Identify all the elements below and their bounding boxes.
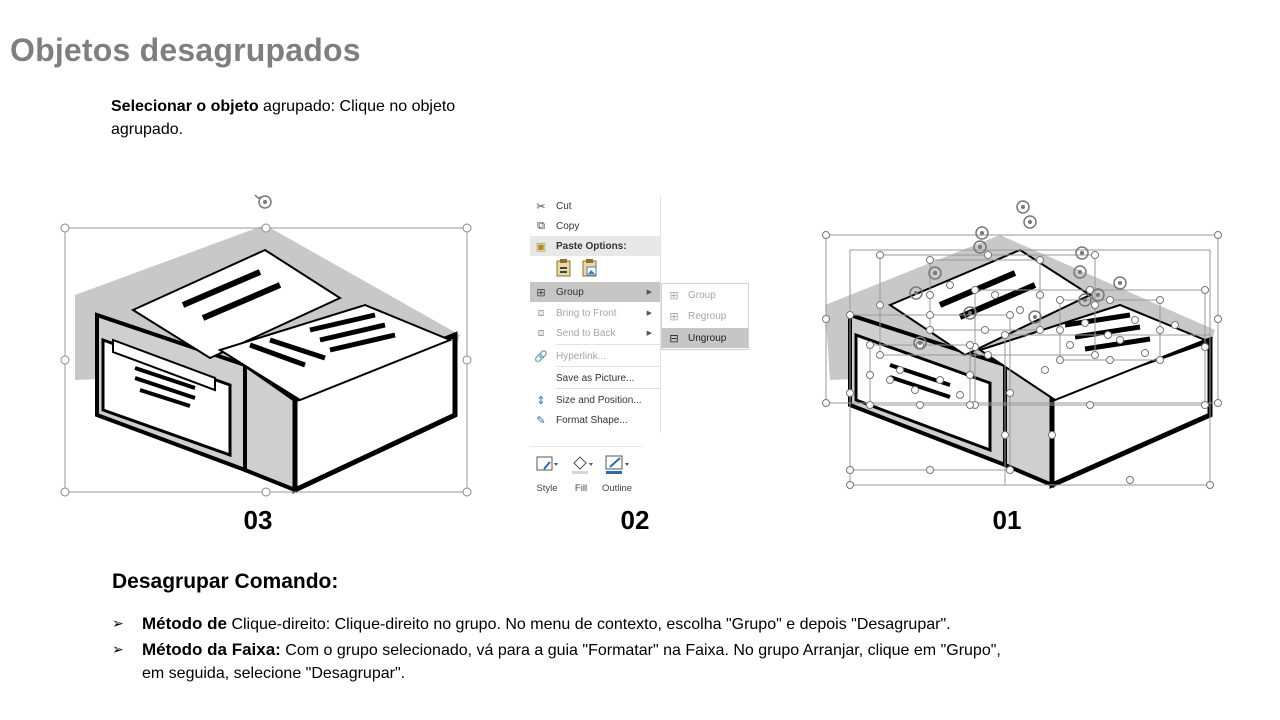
hyperlink-icon: 🔗 xyxy=(534,350,548,363)
slide-title: Objetos desagrupados xyxy=(10,32,361,68)
intro-text xyxy=(111,95,511,141)
menu-item-size-and-position[interactable]: ⇕ Size and Position... xyxy=(530,390,660,410)
mini-toolbar xyxy=(530,446,642,492)
context-menu xyxy=(530,195,661,433)
regroup-icon: ⊞ xyxy=(669,310,679,323)
scissors-icon: ✂ xyxy=(536,200,546,213)
style-button[interactable]: Style xyxy=(530,453,564,494)
menu-paste-options-header: ▣ Paste Options: xyxy=(530,236,660,256)
fill-bucket-icon xyxy=(564,453,598,475)
menu-item-cut[interactable]: ✂ Cut xyxy=(530,196,660,216)
figure-label-02: 02 xyxy=(620,505,650,535)
figure-label-01: 01 xyxy=(992,505,1022,535)
menu-item-hyperlink[interactable]: 🔗 Hyperlink... xyxy=(530,346,660,366)
method-ribbon xyxy=(112,638,1012,685)
method-ribbon-bold: Método da Faixa: xyxy=(142,640,281,659)
outline-button[interactable]: Outline xyxy=(600,453,634,494)
fill-button[interactable]: Fill xyxy=(564,453,598,494)
submenu-arrow-icon: ▶ xyxy=(646,289,652,296)
arrow-bullet-icon: ➢ xyxy=(112,615,124,631)
ungrouped-object-figure[interactable] xyxy=(820,195,1225,495)
method-right-click-bold: Método de xyxy=(142,614,227,633)
menu-separator xyxy=(556,344,660,345)
menu-item-save-as-picture[interactable]: Save as Picture... xyxy=(556,372,635,384)
group-icon: ⊞ xyxy=(669,289,679,302)
menu-separator xyxy=(556,366,660,367)
submenu-arrow-icon: ▶ xyxy=(646,310,652,317)
intro-bold: Selecionar o objeto xyxy=(111,98,259,115)
group-submenu xyxy=(661,283,749,350)
section-title: Desagrupar Comando: xyxy=(112,570,339,593)
copy-icon: ⧉ xyxy=(537,219,545,232)
submenu-item-group[interactable]: ⊞ Group xyxy=(662,285,748,305)
clipboard-icon: ▣ xyxy=(535,240,547,253)
menu-item-copy[interactable]: ⧉ Copy xyxy=(530,216,660,236)
menu-item-format-shape[interactable]: ✎ Format Shape... xyxy=(530,410,660,430)
rotate-handle-icon xyxy=(255,195,271,208)
outline-pen-icon xyxy=(600,453,634,475)
submenu-item-ungroup[interactable]: ⊟ Ungroup xyxy=(662,328,748,348)
submenu-item-regroup[interactable]: ⊞ Regroup xyxy=(662,306,748,326)
menu-item-group[interactable]: ⊞ Group ▶ xyxy=(530,282,660,302)
size-position-icon: ⇕ xyxy=(536,394,546,407)
menu-item-bring-to-front[interactable]: ⧈ Bring to Front ▶ xyxy=(530,303,660,323)
grouped-object-figure[interactable] xyxy=(55,190,480,500)
method-ribbon-text: Com o grupo selecionado, vá para a guia "Formatar" na Faixa. No grupo Arranjar, clique em "Grupo", em seguida, selecione "Desagrupar". xyxy=(142,642,1001,682)
style-icon xyxy=(530,453,564,475)
method-right-click xyxy=(112,612,1012,636)
menu-item-send-to-back[interactable]: ⧈ Send to Back ▶ xyxy=(530,323,660,343)
format-shape-icon: ✎ xyxy=(536,414,546,427)
paste-option-keep-format-icon[interactable] xyxy=(555,258,573,278)
bring-front-icon: ⧈ xyxy=(537,306,545,319)
methods-list xyxy=(112,612,1012,687)
submenu-arrow-icon: ▶ xyxy=(646,330,652,337)
intro-rest: agrupado: Clique no objeto agrupado. xyxy=(111,98,456,138)
ungroup-icon: ⊟ xyxy=(669,332,679,345)
arrow-bullet-icon: ➢ xyxy=(112,641,124,657)
menu-separator xyxy=(556,388,660,389)
figure-label-03: 03 xyxy=(243,505,273,535)
paste-option-picture-icon[interactable] xyxy=(581,258,599,278)
send-back-icon: ⧈ xyxy=(537,326,545,339)
method-right-click-text: Clique-direito: Clique-direito no grupo. No menu de contexto, escolha "Grupo" e depois "Desagrupar". xyxy=(227,616,951,633)
group-icon: ⊞ xyxy=(536,286,546,299)
